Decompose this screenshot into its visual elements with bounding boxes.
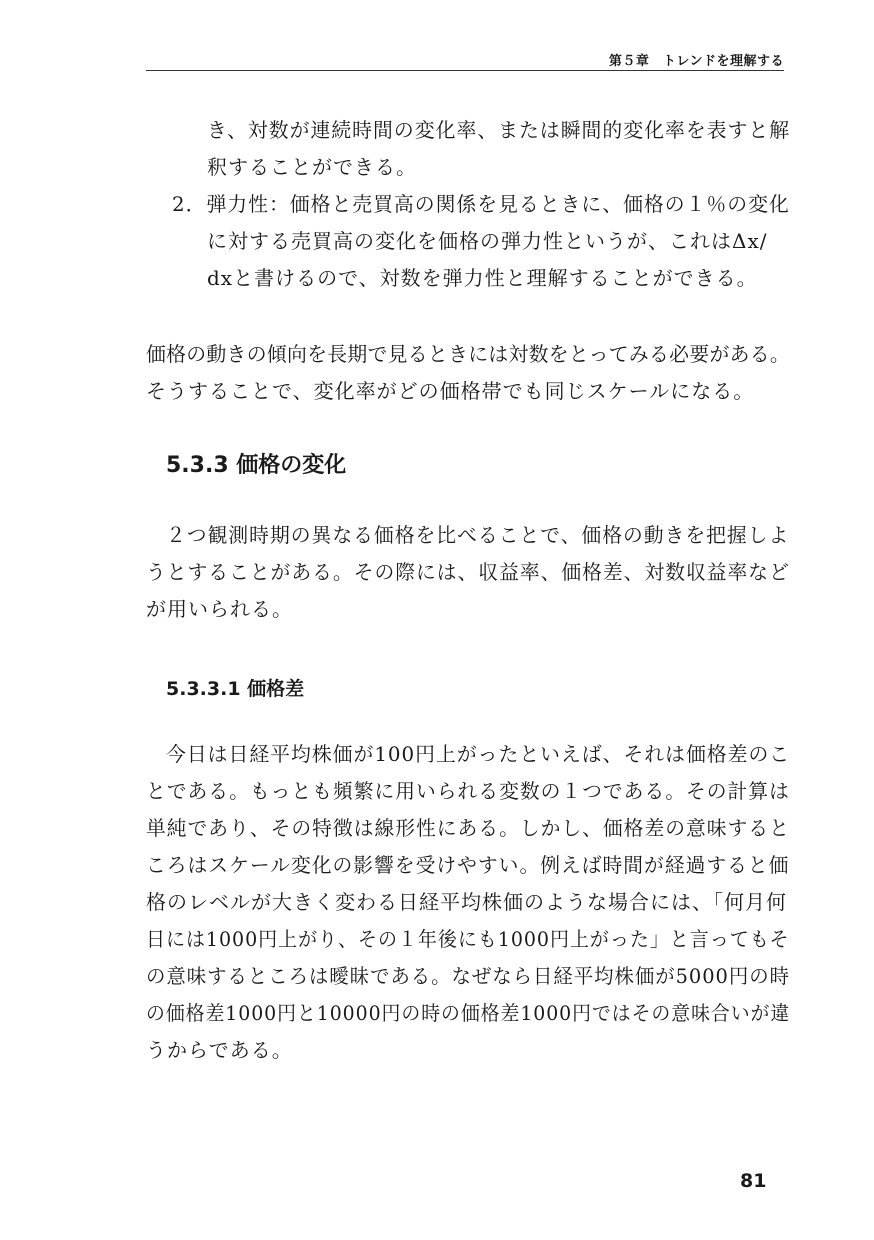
text-line: うとすることがある。その際には、収益率、価格差、対数収益率など	[146, 560, 790, 584]
text-line: に対する売買高の変化を価格の弾力性というが、これはΔx/	[207, 229, 768, 253]
text-line: 価格の動きの傾向を長期で見るときには対数をとってみる必要がある。	[146, 342, 791, 366]
text-line: そうすることで、変化率がどの価格帯でも同じスケールになる。	[146, 379, 755, 403]
subsection-heading: 5.3.3.1 価格差	[166, 678, 305, 700]
text-line: とである。もっとも頻繁に用いられる変数の１つである。その計算は	[146, 779, 790, 803]
text-line: 格のレベルが大きく変わる日経平均株価のような場合には、「何月何	[146, 890, 787, 914]
header-rule	[146, 70, 784, 71]
text-line: 単純であり、その特徴は線形性にある。しかし、価格差の意味すると	[146, 816, 790, 840]
section-heading: 5.3.3 価格の変化	[166, 453, 347, 478]
text-line: dxと書けるので、対数を弾力性と理解することができる。	[207, 266, 758, 290]
text-line: 今日は日経平均株価が100円上がったといえば、それは価格差のこ	[166, 742, 791, 766]
running-header: 第５章 トレンドを理解する	[608, 54, 784, 69]
text-line: 釈することができる。	[207, 155, 417, 179]
text-line: 日には1000円上がり、その１年後にも1000円上がった」と言ってもそ	[146, 927, 790, 951]
text-line: の価格差1000円と10000円の時の価格差1000円ではその意味合いが違	[146, 1001, 791, 1025]
text-line: ２つ観測時期の異なる価格を比べることで、価格の動きを把握しよ	[166, 523, 790, 547]
text-line: ころはスケール変化の影響を受けやすい。例えば時間が経過すると価	[146, 853, 790, 877]
text-line: 2．弾力性：価格と売買高の関係を見るときに、価格の１％の変化	[172, 192, 790, 216]
text-line: が用いられる。	[146, 597, 293, 621]
text-line: うからである。	[146, 1038, 293, 1062]
text-line: き、対数が連続時間の変化率、または瞬間的変化率を表すと解	[207, 118, 791, 142]
text-line: の意味するところは曖昧である。なぜなら日経平均株価が5000円の時	[146, 964, 790, 988]
page-number: 81	[740, 1170, 767, 1192]
